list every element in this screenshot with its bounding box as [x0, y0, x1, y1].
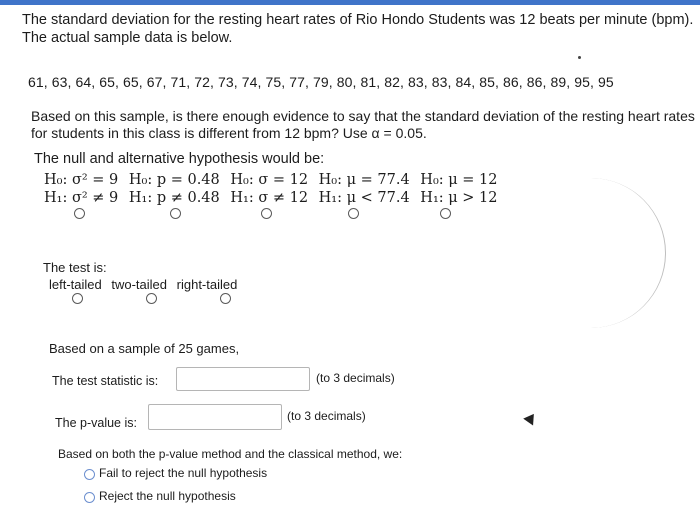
- question-prompt: [31, 108, 695, 142]
- conclusion-option-fail: Fail to reject the null hypothesis: [99, 466, 268, 480]
- test-option-two: two-tailed: [111, 277, 168, 292]
- top-accent-bar: [0, 0, 700, 5]
- mouse-cursor-icon: [523, 410, 539, 425]
- h1-option-5: H₁: μ > 12: [420, 190, 498, 206]
- test-radio-left[interactable]: [72, 293, 83, 304]
- hypotheses-intro: The null and alternative hypothesis would be:: [34, 151, 325, 167]
- question-intro: [22, 11, 693, 47]
- question-line-1: The standard deviation for the resting heart rates of Rio Hondo Students was 12 beats per minute (bpm).: [22, 12, 694, 28]
- p-value-input[interactable]: [148, 404, 282, 430]
- h0-option-4: H₀: μ = 77.4: [318, 172, 410, 188]
- sample-data: 61, 63, 64, 65, 65, 67, 71, 72, 73, 74, 75, 77, 79, 80, 81, 82, 83, 83, 84, 85, 86, 86, 89, 95, 95: [28, 74, 614, 90]
- conclusion-radio-reject[interactable]: [84, 492, 95, 503]
- conclusion-radio-fail[interactable]: [84, 469, 95, 480]
- test-radio-two[interactable]: [146, 293, 157, 304]
- h0-option-3: H₀: σ = 12: [230, 172, 309, 188]
- alt-hypotheses-row: [44, 190, 504, 206]
- h0-option-5: H₀: μ = 12: [420, 172, 498, 188]
- test-option-right: right-tailed: [176, 277, 238, 292]
- test-type-options: [49, 277, 243, 292]
- sample-note: Based on a sample of 25 games,: [49, 341, 240, 356]
- hypothesis-radio-1[interactable]: [74, 208, 85, 219]
- question-line-2: The actual sample data is below.: [22, 30, 233, 46]
- test-statistic-hint: (to 3 decimals): [316, 371, 395, 385]
- h1-option-2: H₁: p ≠ 0.48: [128, 190, 220, 206]
- p-value-hint: (to 3 decimals): [287, 409, 366, 423]
- hypothesis-radio-3[interactable]: [261, 208, 272, 219]
- test-option-left: left-tailed: [49, 277, 102, 292]
- decorative-arc: [575, 178, 666, 328]
- test-type-label: The test is:: [43, 260, 107, 275]
- test-statistic-label: The test statistic is:: [52, 374, 159, 388]
- prompt-line-2: for students in this class is different from 12 bpm? Use α = 0.05.: [31, 125, 427, 141]
- hypothesis-radio-5[interactable]: [440, 208, 451, 219]
- prompt-line-1: Based on this sample, is there enough evidence to say that the standard deviation of the resting heart rates: [31, 108, 695, 124]
- hypothesis-radio-2[interactable]: [170, 208, 181, 219]
- test-radio-right[interactable]: [220, 293, 231, 304]
- p-value-label: The p-value is:: [55, 416, 137, 430]
- h0-option-1: H₀: σ² = 9: [44, 172, 119, 188]
- conclusion-label: Based on both the p-value method and the classical method, we:: [58, 447, 403, 461]
- conclusion-option-reject: Reject the null hypothesis: [99, 489, 236, 503]
- h1-option-1: H₁: σ² ≠ 9: [44, 190, 119, 206]
- h1-option-3: H₁: σ ≠ 12: [230, 190, 309, 206]
- h1-option-4: H₁: μ < 77.4: [318, 190, 410, 206]
- test-statistic-input[interactable]: [176, 367, 310, 391]
- stray-dot: [578, 56, 581, 59]
- h0-option-2: H₀: p = 0.48: [128, 172, 220, 188]
- hypothesis-radio-4[interactable]: [348, 208, 359, 219]
- null-hypotheses-row: [44, 172, 504, 188]
